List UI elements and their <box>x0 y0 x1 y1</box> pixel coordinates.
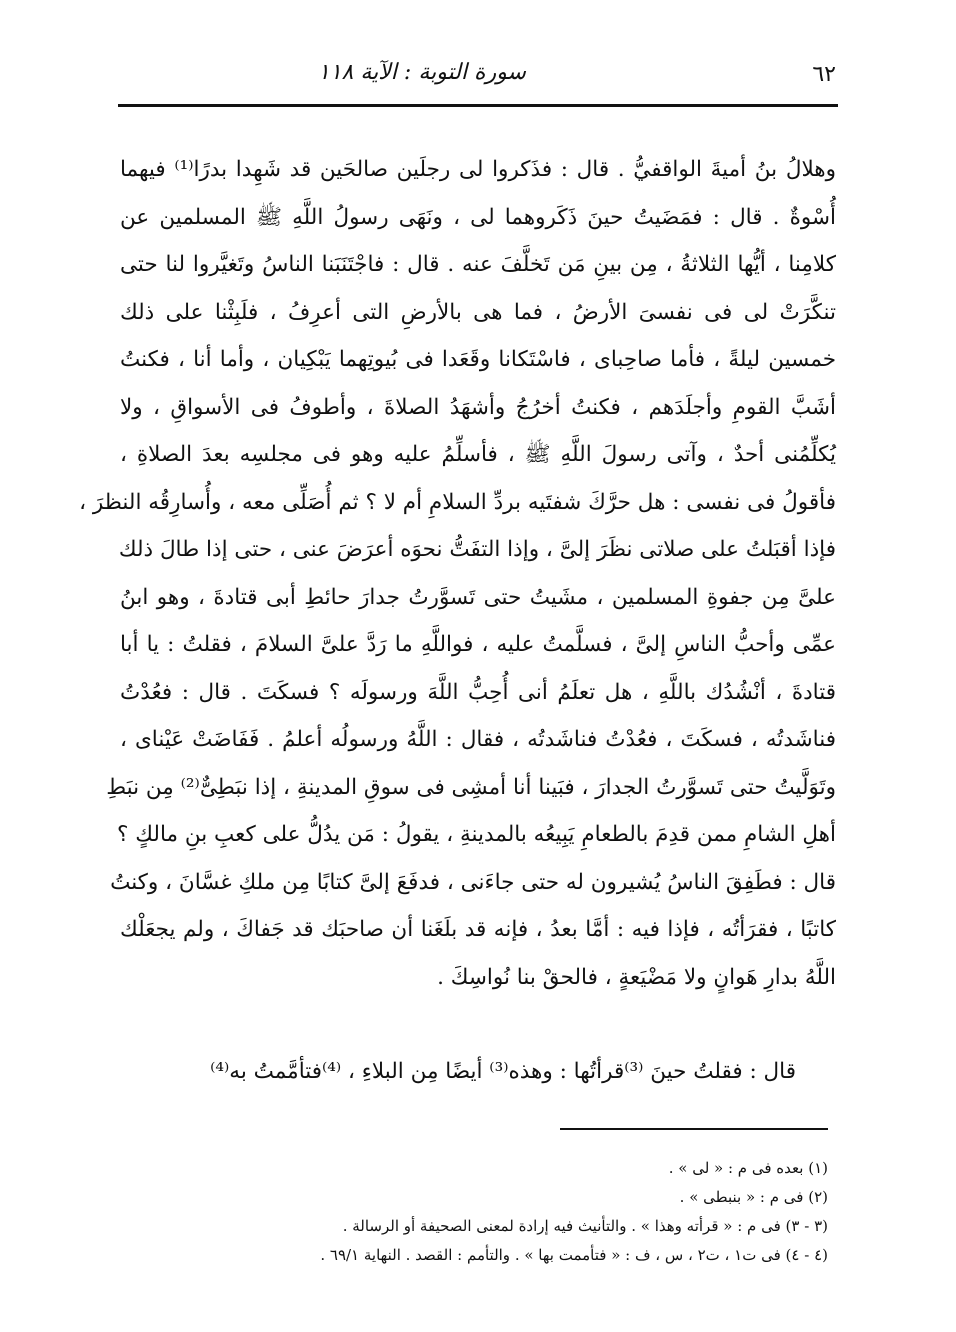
footnotes <box>120 1154 828 1270</box>
text-line: قال : فطَفِقَ الناسُ يُشيرون له حتى جاءَنى ، فدفَعَ إلىَّ كتابًا مِن ملكِ غسَّانَ ، وكنتُ <box>110 869 836 895</box>
footnote: (١) بعده فى م : « لى » . <box>668 1159 828 1177</box>
main-text <box>79 146 836 1001</box>
continuation-line: قال : فقلتُ حينَ ⁽³⁾قرأتُها : وهذه⁽³⁾ أيضًا مِن البلاءِ ، ⁽⁴⁾فتأمَّمتُ به⁽⁴⁾ <box>210 1059 796 1084</box>
text-line: تنكَّرَتْ لى فى نفسىَ الأرضُ ، فما هى بالأرضِ التى أعرِفُ ، فلَبِثْنا على ذلك <box>120 299 836 325</box>
text-line: يُكلِّمُنى أحدٌ ، وآتى رسولَ اللَّهِ ﷺ ، فأسلِّمُ عليه وهو فى مجلسِه بعدَ الصلاةِ ، <box>120 442 836 467</box>
text-line: أُسْوةٌ . قال : فمَضَيتُ حينَ ذَكَروهما لى ، ونَهَى رسولُ اللَّهِ ﷺ المسلمين عن <box>120 204 836 230</box>
text-line: أشَبَّ القومِ وأجلَدَهم ، فكنتُ أخرُجُ وأشهَدُ الصلاةَ ، وأطوفُ فى الأسواقِ ، ولا <box>120 394 836 420</box>
text-line: وتَوَلَّيتُ حتى تَسوَّرتُ الجدارَ ، فبَينا أنا أمشِى فى سوقِ المدينةِ ، إذا نبَطِىٌّ⁽²⁾ مِن نبَطِ <box>106 774 836 800</box>
page-number: ٦٢ <box>812 62 836 87</box>
text-line: فإذا أقبَلتُ على صلاتى نظَرَ إلىَّ ، وإذا التفَتُّ نحوَه أعرَضَ عنى ، حتى إذا طالَ ذلك <box>118 537 836 562</box>
text-line: كاتبًا ، فقرَأتُه ، فإذا فيه : أمَّا بعدُ ، فإنه قد بلَغَنا أن صاحبَك قد جَفاكَ ، ولم يجعَلْك <box>120 917 836 942</box>
footnote: (٣ - ٣) فى م : « قرأته وهذا » . والتأنيث فيه إرادة لمعنى الصحيفة أو الرسالة . <box>342 1217 828 1235</box>
text-line: قتادةَ ، أنْشُدُك باللَّهِ ، هل تعلَمُ أنى أُحِبُّ اللَّهَ ورسولَه ؟ فسكَتَ . قال : فعُدْتُ <box>120 679 836 705</box>
text-line: أهلِ الشامِ ممن قدِمَ بالطعامِ يَبِيعُه بالمدينةِ ، يقولُ : مَن يدُلُّ على كعبِ بنِ مالكٍ ؟ <box>117 822 836 847</box>
text-line: فناشَدتُه ، فسكَتَ ، فعُدْتُ فناشَدتُه ، فقال : اللَّهُ ورسولُه أعلمُ . فَفَاضَتْ عَيْناى ، <box>120 727 836 752</box>
text-line: عمِّى وأحبُّ الناسِ إلىَّ ، فسلَّمتُ عليه ، فواللَّهِ ما رَدَّ علىَّ السلامَ ، فقلتُ : يا أبا <box>120 632 836 657</box>
footnote: (٢) فى م : « بنبطى » . <box>679 1188 828 1206</box>
running-title: سورة التوبة : الآية ١١٨ <box>317 60 526 85</box>
footnote: (٤ - ٤) فى ت١ ، ت٢ ، س ، ف : « فتأممت بها » . والتأمم : القصد . النهاية ٦٩/١ . <box>320 1246 828 1264</box>
text-line: كلامِنا ، أيُّها الثلاثةُ ، مِن بينِ مَن تَخلَّفَ عنه . قال : فاجْتَنَبَنا الناسُ وتَغيَّروا لنا حتى <box>120 252 836 277</box>
page-header <box>120 56 836 96</box>
text-line: خمسين ليلةً ، فأما صاحِباى ، فاسْتَكانا وقَعَدا فى بُيوتِهما يَبْكِيان ، وأما أنا ، فكنتُ <box>120 347 836 372</box>
text-line-paragraph-end: اللَّهُ بدارِ هَوانٍ ولا مَضْيَعةٍ ، فالحقْ بنا نُواسِكَ . <box>437 964 836 990</box>
text-line: وهلالُ بنُ أميةَ الواقفيُّ . قال : فذَكروا لى رجلَين صالحَين قد شَهِدا بدرًا⁽¹⁾ فيهما <box>120 157 836 182</box>
header-rule <box>118 104 838 107</box>
text-line: فأقولُ فى نفسى : هل حرَّكَ شفتَيه بردِّ السلامِ أم لا ؟ ثم أُصَلِّى معه ، وأُسارِقُه النظرَ ، <box>79 489 836 515</box>
footnote-rule <box>560 1128 828 1130</box>
text-line: علىَّ مِن جفوةِ المسلمين ، مشَيتُ حتى تَسوَّرتُ جدارَ حائطِ أبى قتادةَ ، وهو ابنُ <box>120 584 836 610</box>
